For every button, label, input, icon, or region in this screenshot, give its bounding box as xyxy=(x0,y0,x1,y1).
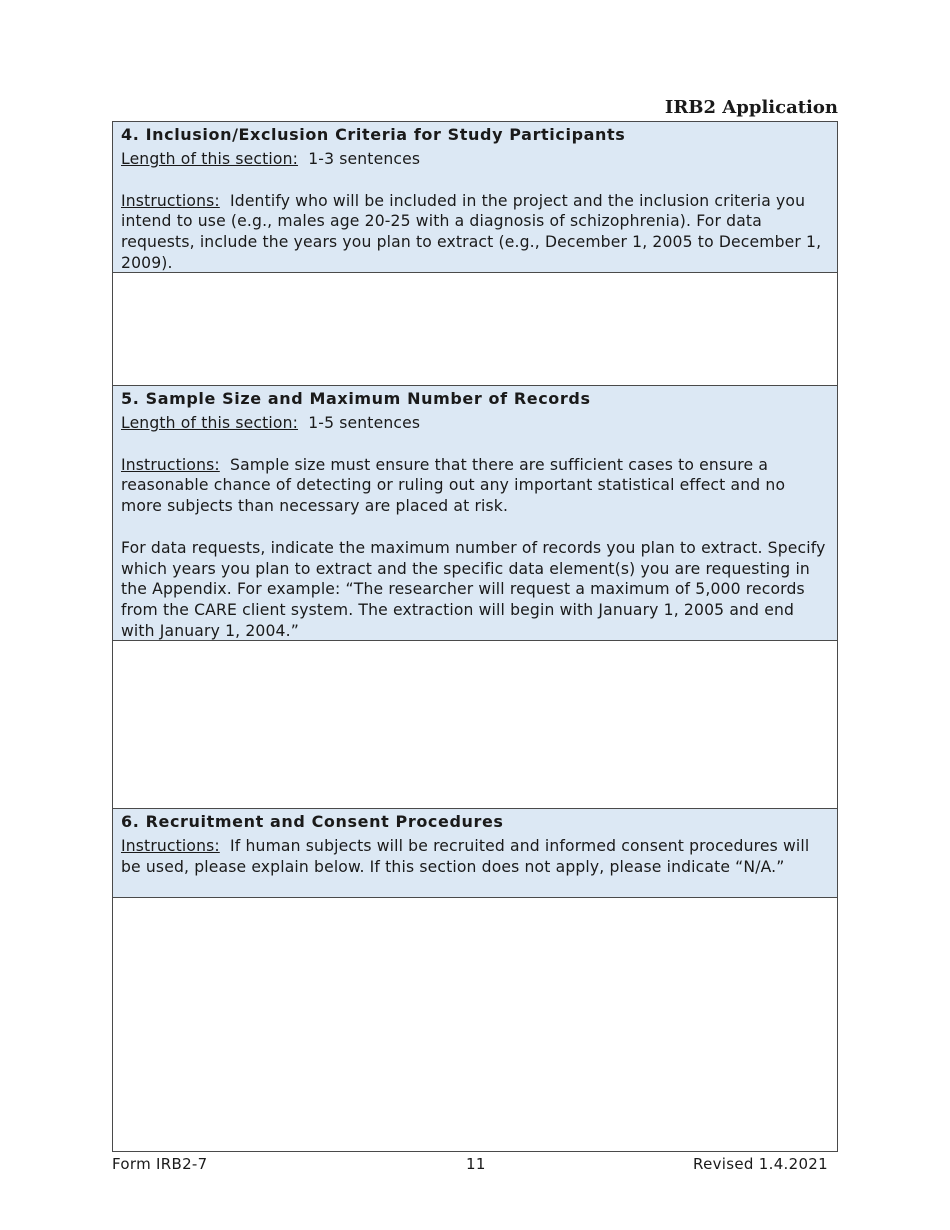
instructions-label: Instructions: xyxy=(121,191,220,210)
instructions-body: Sample size must ensure that there are sufficient cases to ensure a reasonable chance of detecting or ruling out any important statistical effect and no more subjects than necessary are placed at risk. xyxy=(121,455,786,516)
footer-page-number: 11 xyxy=(466,1155,486,1173)
length-label: Length of this section: xyxy=(121,150,299,168)
section-5-answer-area[interactable] xyxy=(112,641,838,808)
section-4-instructions-text xyxy=(121,191,829,274)
instructions-body: If human subjects will be recruited and informed consent procedures will be used, please explain below. If this section does not apply, please indicate “N/A.” xyxy=(121,837,810,876)
length-value: 1-3 sentences xyxy=(308,150,421,168)
section-4-instructions xyxy=(112,147,838,273)
footer-revised-date: Revised 1.4.2021 xyxy=(693,1155,828,1173)
section-4-answer-area[interactable] xyxy=(112,273,838,385)
footer-form-id: Form IRB2-7 xyxy=(112,1155,208,1173)
instructions-label: Instructions: xyxy=(121,837,220,855)
length-value: 1-5 sentences xyxy=(308,414,421,432)
section-6-answer-area[interactable] xyxy=(112,898,838,1152)
section-5-instructions-text xyxy=(121,455,829,517)
instructions-body: Identify who will be included in the project and the inclusion criteria you intend to use (e.g., males age 20-25 with a diagnosis of schizophrenia). For data requests, include the years you plan to extract (e.g., December 1, 2005 to December 1, 2009). xyxy=(121,191,822,272)
document-title: IRB2 Application xyxy=(664,97,838,118)
length-label: Length of this section: xyxy=(121,414,299,432)
section-6-heading: 6. Recruitment and Consent Procedures xyxy=(112,808,838,835)
section-4-heading: 4. Inclusion/Exclusion Criteria for Study Participants xyxy=(112,121,838,148)
section-5-data-requests-text: For data requests, indicate the maximum number of records you plan to extract. Specify which years you plan to extract and the specific data element(s) you are requesting in the Appendix. For example: “The researcher will request a maximum of 5,000 records from the CARE client system. The extraction will begin with January 1, 2005 and end with January 1, 2004.” xyxy=(121,538,826,640)
section-5-length xyxy=(121,413,829,434)
instructions-label: Instructions: xyxy=(121,455,220,474)
section-6-instructions-text xyxy=(121,836,829,878)
section-4-length xyxy=(121,149,829,170)
section-6-instructions xyxy=(112,834,838,898)
section-5-heading: 5. Sample Size and Maximum Number of Records xyxy=(112,385,838,412)
section-5-instructions xyxy=(112,411,838,641)
